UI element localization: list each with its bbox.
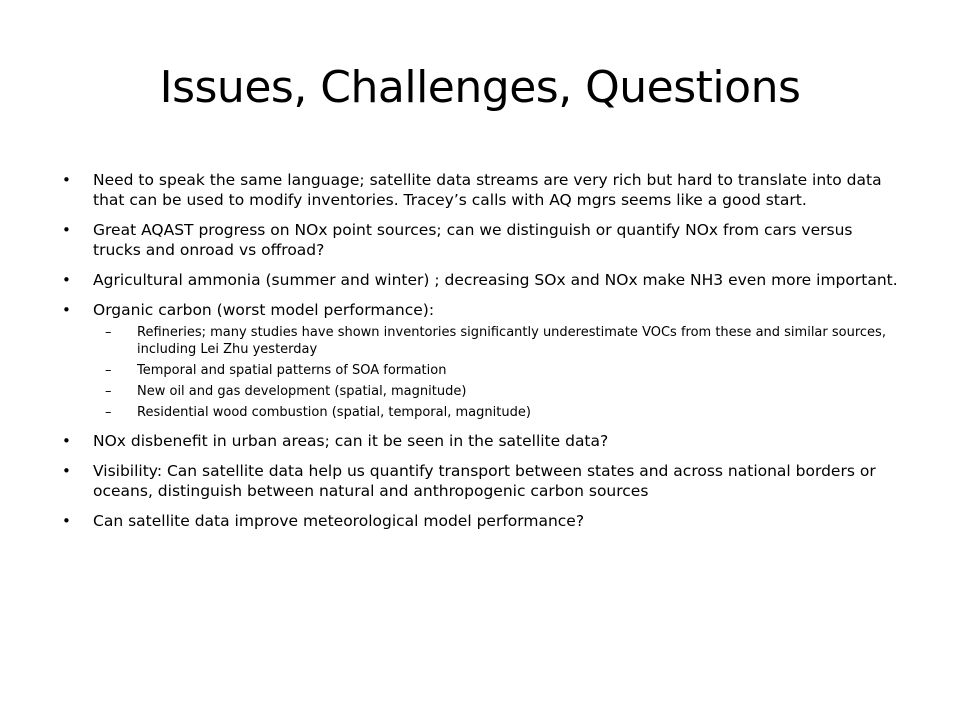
slide-body [62, 170, 902, 541]
dash-icon: – [105, 405, 112, 420]
bullet-text: Can satellite data improve meteorological model performance? [93, 512, 585, 530]
bullet-text: Great AQAST progress on NOx point sources; can we distinguish or quantify NOx from cars versus trucks and onroad vs offroad? [93, 221, 853, 259]
sub-bullet-item [93, 324, 902, 358]
bullet-text: Organic carbon (worst model performance): [93, 301, 435, 319]
dash-icon: – [105, 325, 112, 340]
bullet-item [62, 270, 902, 290]
dash-icon: – [105, 384, 112, 399]
bullet-icon: • [62, 271, 71, 289]
bullet-item [62, 431, 902, 451]
bullet-text: Need to speak the same language; satellite data streams are very rich but hard to translate into data that can be used to modify inventories. Tracey’s calls with AQ mgrs seems like a good start. [93, 171, 882, 209]
bullet-icon: • [62, 221, 71, 239]
bullet-icon: • [62, 301, 71, 319]
sub-bullet-text: New oil and gas development (spatial, magnitude) [137, 384, 467, 399]
bullet-item [62, 461, 902, 501]
sub-bullet-text: Temporal and spatial patterns of SOA formation [137, 363, 447, 378]
dash-icon: – [105, 363, 112, 378]
bullet-list [62, 170, 902, 531]
slide-title: Issues, Challenges, Questions [159, 62, 801, 113]
sub-bullet-text: Refineries; many studies have shown inventories significantly underestimate VOCs from these and similar sources, including Lei Zhu yesterday [137, 325, 886, 357]
bullet-item [62, 170, 902, 210]
bullet-icon: • [62, 462, 71, 480]
sub-bullet-item [93, 362, 902, 379]
bullet-icon: • [62, 512, 71, 530]
sub-bullet-text: Residential wood combustion (spatial, temporal, magnitude) [137, 405, 531, 420]
bullet-text: Agricultural ammonia (summer and winter) ; decreasing SOx and NOx make NH3 even more important. [93, 271, 898, 289]
sub-bullet-item [93, 404, 902, 421]
bullet-text: Visibility: Can satellite data help us quantify transport between states and across national borders or oceans, distinguish between natural and anthropogenic carbon sources [93, 462, 876, 500]
bullet-text: NOx disbenefit in urban areas; can it be seen in the satellite data? [93, 432, 609, 450]
bullet-item [62, 300, 902, 421]
bullet-item [62, 511, 902, 531]
bullet-icon: • [62, 171, 71, 189]
bullet-icon: • [62, 432, 71, 450]
sub-bullet-item [93, 383, 902, 400]
sub-bullet-list [93, 324, 902, 421]
bullet-item [62, 220, 902, 260]
